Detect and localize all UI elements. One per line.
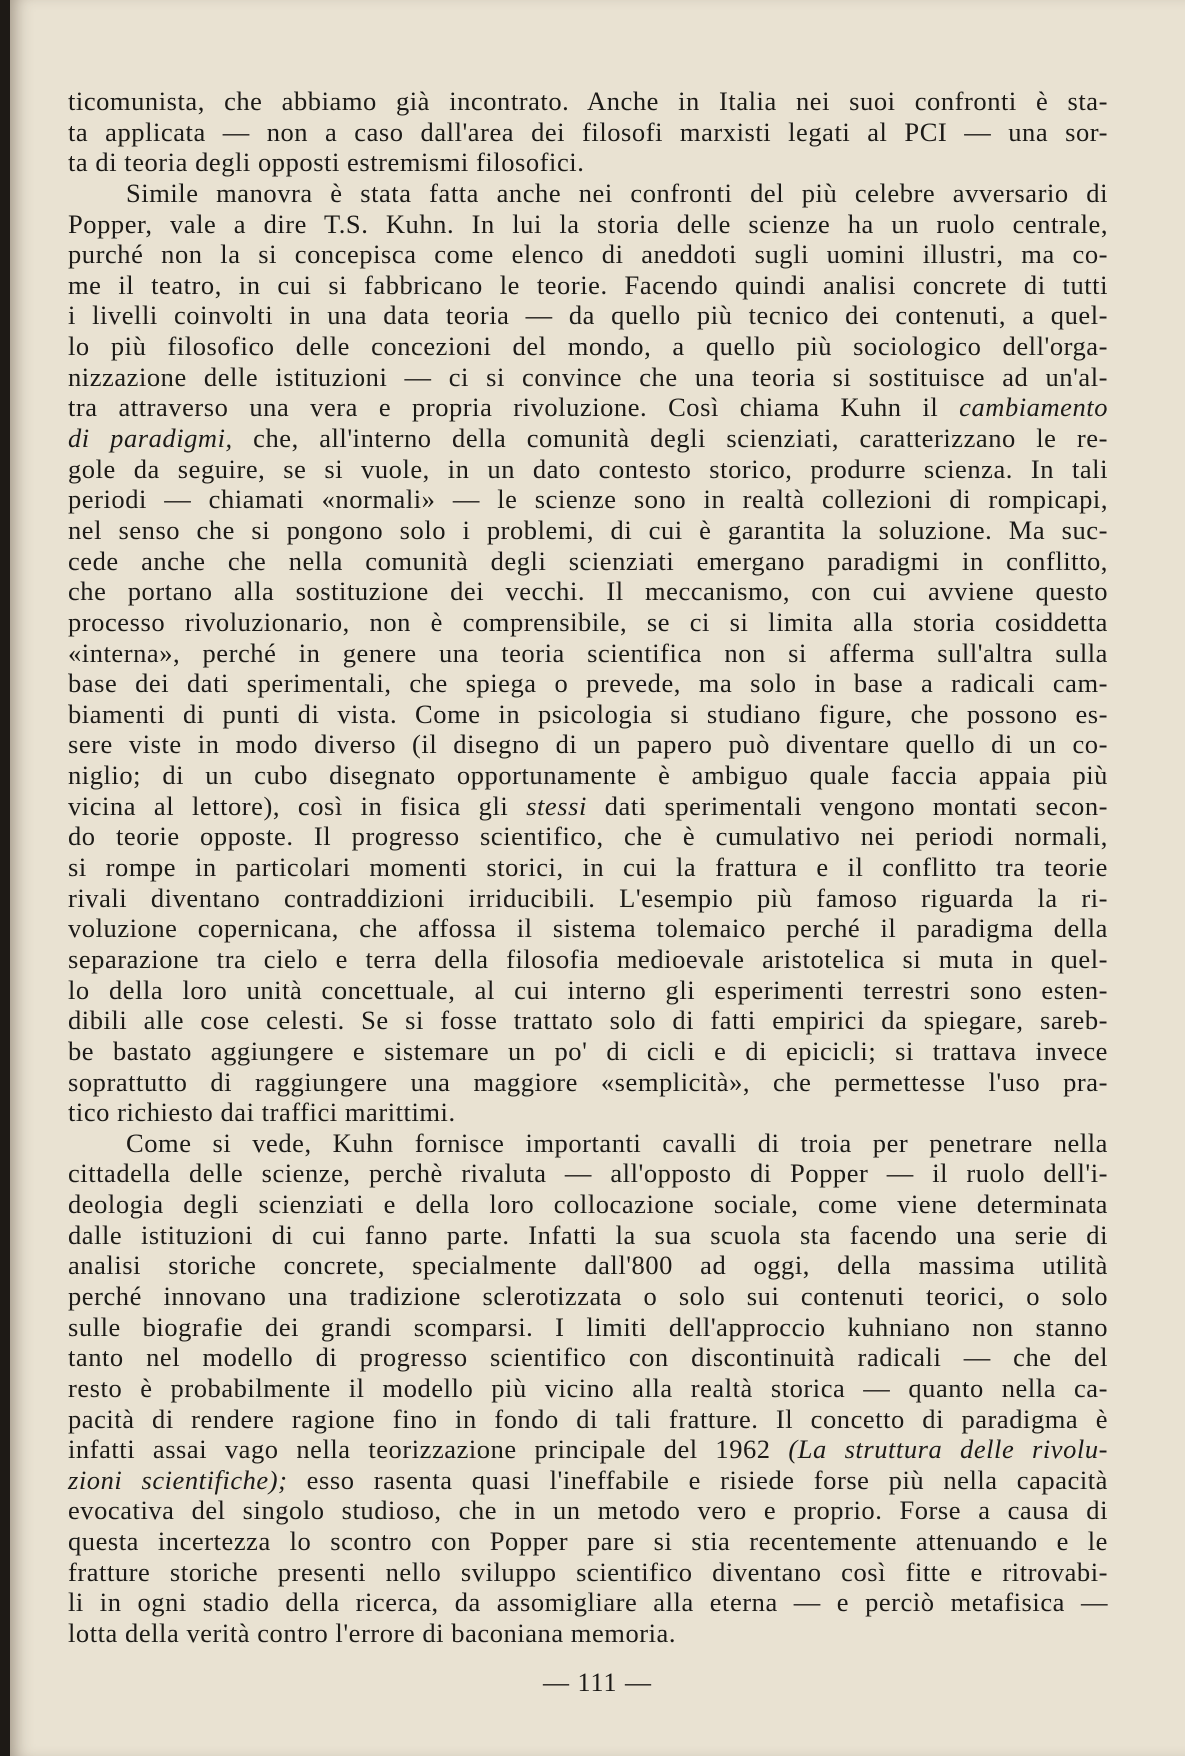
text-line: separazione tra cielo e terra della filosofia medioevale aristotelica si muta in quel- <box>68 943 1108 974</box>
text-line: vicina al lettore), così in fisica gli stessi dati sperimentali vengono montati secon- <box>68 790 1108 821</box>
text-line: si rompe in particolari momenti storici, in cui la frattura e il conflitto tra teorie <box>68 852 1108 883</box>
text-line: voluzione copernicana, che affossa il sistema tolemaico perché il paradigma della <box>68 913 1108 944</box>
text-line: resto è probabilmente il modello più vicino alla realtà storica — quanto nella ca- <box>68 1372 1108 1403</box>
text-line: nizzazione delle istituzioni — ci si convince che una teoria si sostituisce ad un'al- <box>68 361 1108 392</box>
text-line: biamenti di punti di vista. Come in psicologia si studiano figure, che possono es- <box>68 698 1108 729</box>
text-line: di paradigmi, che, all'interno della comunità degli scienziati, caratterizzano le re- <box>68 423 1108 454</box>
page-number: — 111 — <box>542 1668 653 1697</box>
text-line: questa incertezza lo scontro con Popper pare si stia recentemente attenuando e le <box>68 1526 1108 1557</box>
text-line: dibili alle cose celesti. Se si fosse trattato solo di fatti empirici da spiegare, sareb- <box>68 1005 1108 1036</box>
text-line: evocativa del singolo studioso, che in un metodo vero e proprio. Forse a causa di <box>68 1495 1108 1526</box>
text-line: cittadella delle scienze, perchè rivaluta — all'opposto di Popper — il ruolo dell'i- <box>68 1158 1108 1189</box>
text-line: che portano alla sostituzione dei vecchi. Il meccanismo, con cui avviene questo <box>68 576 1108 607</box>
text-line: do teorie opposte. Il progresso scientifico, che è cumulativo nei periodi normali, <box>68 821 1108 852</box>
text-line: nel senso che si pongono solo i problemi, di cui è garantita la soluzione. Ma suc- <box>68 514 1108 545</box>
text-line: tra attraverso una vera e propria rivoluzione. Così chiama Kuhn il cambiamento <box>68 392 1108 423</box>
text-line: base dei dati sperimentali, che spiega o prevede, ma solo in base a radicali cam- <box>68 668 1108 699</box>
text-line: sere viste in modo diverso (il disegno di un papero può diventare quello di un co- <box>68 729 1108 760</box>
text-line: zioni scientifiche); esso rasenta quasi l'ineffabile e risiede forse più nella capacità <box>68 1464 1108 1495</box>
text-line: dalle istituzioni di cui fanno parte. Infatti la sua scuola sta facendo una serie di <box>68 1219 1108 1250</box>
text-line: tanto nel modello di progresso scientifico con discontinuità radicali — che del <box>68 1342 1108 1373</box>
text-line: soprattutto di raggiungere una maggiore «semplicità», che permettesse l'uso pra- <box>68 1066 1108 1097</box>
text-line: gole da seguire, se si vuole, in un dato contesto storico, produrre scienza. In tali <box>68 453 1108 484</box>
text-line: Popper, vale a dire T.S. Kuhn. In lui la storia delle scienze ha un ruolo centrale, <box>68 208 1108 239</box>
text-line: be bastato aggiungere e sistemare un po' di cicli e di epicicli; si trattava invece <box>68 1035 1108 1066</box>
text-line: periodi — chiamati «normali» — le scienze sono in realtà collezioni di rompicapi, <box>68 484 1108 515</box>
text-line: li in ogni stadio della ricerca, da assomigliare alla eterna — e perciò metafisica — <box>68 1587 1108 1618</box>
text-line: Come si vede, Kuhn fornisce importanti cavalli di troia per penetrare nella <box>126 1127 1108 1158</box>
text-line: perché innovano una tradizione sclerotizzata o solo sui contenuti teorici, o solo <box>68 1280 1108 1311</box>
text-line: sulle biografie dei grandi scomparsi. I limiti dell'approccio kuhniano non stanno <box>68 1311 1108 1342</box>
text-line: purché non la si concepisca come elenco di aneddoti sugli uomini illustri, ma co- <box>68 239 1108 270</box>
text-line: niglio; di un cubo disegnato opportunamente è ambiguo quale faccia appaia più <box>68 760 1108 791</box>
text-line: me il teatro, in cui si fabbricano le teorie. Facendo quindi analisi concrete di tutti <box>68 269 1108 300</box>
body-text <box>68 86 1108 1649</box>
text-line: cede anche che nella comunità degli scienziati emergano paradigmi in conflitto, <box>68 545 1108 576</box>
text-line: infatti assai vago nella teorizzazione principale del 1962 (La struttura delle rivolu- <box>68 1434 1108 1465</box>
text-line: processo rivoluzionario, non è comprensibile, se ci si limita alla storia cosiddetta <box>68 606 1108 637</box>
text-line: tico richiesto dai traffici marittimi. <box>68 1097 456 1128</box>
text-line: lotta della verità contro l'errore di baconiana memoria. <box>68 1618 677 1649</box>
text-line: i livelli coinvolti in una data teoria — da quello più tecnico dei contenuti, a quel- <box>68 300 1108 331</box>
book-page <box>10 0 1185 1756</box>
text-line: lo più filosofico delle concezioni del mondo, a quello più sociologico dell'orga- <box>68 331 1108 362</box>
text-line: ta di teoria degli opposti estremismi filosofici. <box>68 147 585 178</box>
text-line: analisi storiche concrete, specialmente dall'800 ad oggi, della massima utilità <box>68 1250 1108 1281</box>
text-line: lo della loro unità concettuale, al cui interno gli esperimenti terrestri sono esten- <box>68 974 1108 1005</box>
text-line: Simile manovra è stata fatta anche nei confronti del più celebre avversario di <box>126 177 1108 208</box>
text-line: ta applicata — non a caso dall'area dei filosofi marxisti legati al PCI — una sor- <box>68 116 1108 147</box>
text-line: pacità di rendere ragione fino in fondo di tali fratture. Il concetto di paradigma è <box>68 1403 1108 1434</box>
text-line: fratture storiche presenti nello sviluppo scientifico diventano così fitte e ritrovabi- <box>68 1556 1108 1587</box>
text-line: rivali diventano contraddizioni irriducibili. L'esempio più famoso riguarda la ri- <box>68 882 1108 913</box>
text-line: «interna», perché in genere una teoria scientifica non si afferma sull'altra sulla <box>68 637 1108 668</box>
text-line: ticomunista, che abbiamo già incontrato. Anche in Italia nei suoi confronti è sta- <box>68 86 1108 116</box>
text-line: deologia degli scienziati e della loro collocazione sociale, come viene determinata <box>68 1189 1108 1220</box>
